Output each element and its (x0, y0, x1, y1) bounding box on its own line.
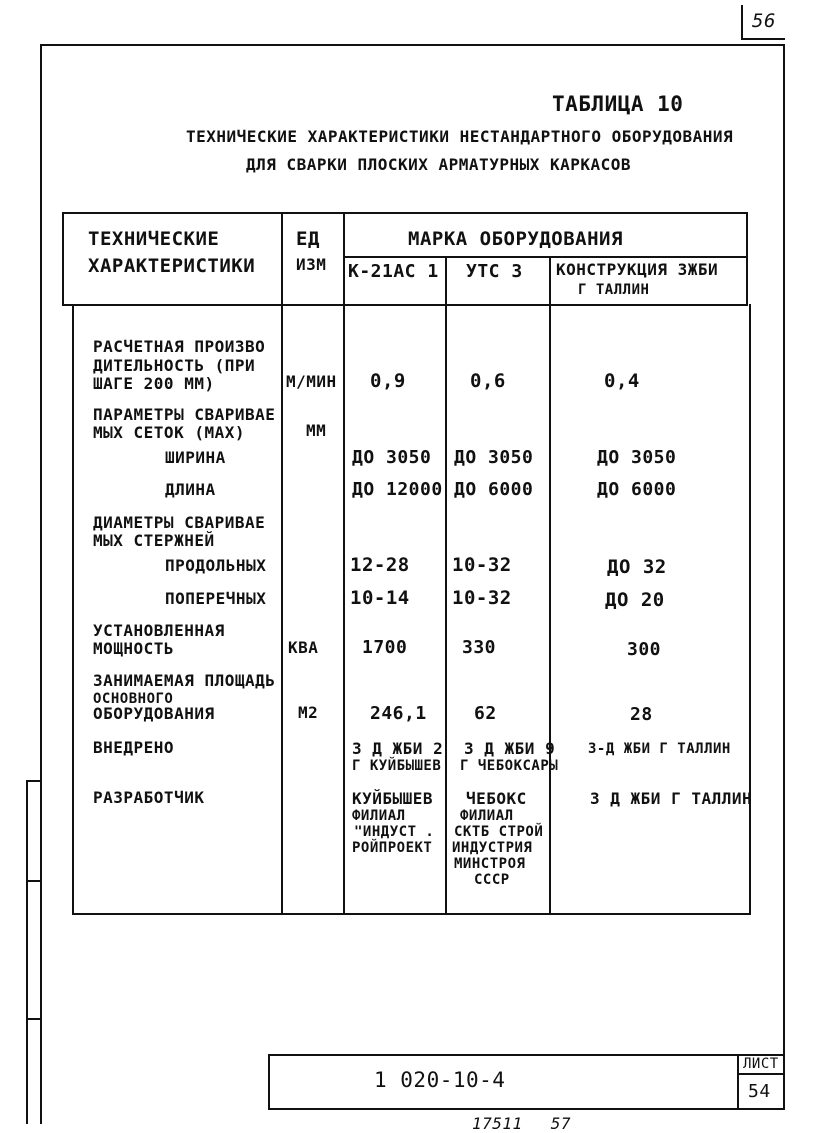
row-power-label-2: МОЩНОСТЬ (93, 639, 175, 658)
table-left-border (62, 212, 64, 306)
header-brand-group: МАРКА ОБОРУДОВАНИЯ (408, 228, 623, 250)
row-rod-diameters-label-2: МЫХ СТЕРЖНЕЙ (93, 531, 215, 550)
table-right-border-upper (746, 212, 748, 306)
row-productivity-label-1: РАСЧЕТНАЯ ПРОИЗВО (93, 337, 266, 356)
row-implemented-col2-line-1: З Д ЖБИ 9 (464, 739, 556, 758)
row-developer-col1-line-2: ФИЛИАЛ (352, 808, 406, 824)
row-transverse-label: ПОПЕРЕЧНЫХ (165, 589, 267, 608)
row-mesh-params-unit: ММ (306, 421, 327, 440)
stamp-sheet-number: 54 (748, 1081, 771, 1102)
row-developer-col3: 3 Д ЖБИ Г ТАЛЛИН (590, 789, 753, 808)
stamp-sheet-label: ЛИСТ (743, 1056, 779, 1072)
margin-inner-vertical (26, 780, 28, 1124)
row-width-col2: ДО 3050 (454, 447, 534, 468)
row-developer-col1-line-1: КУЙБЫШЕВ (352, 789, 434, 808)
header-col1: К-21АС 1 (348, 261, 439, 282)
row-productivity-col3: 0,4 (604, 370, 640, 392)
margin-tick-3 (26, 1018, 42, 1020)
row-developer-col2-line-4: ИНДУСТРИЯ (452, 840, 533, 856)
stamp-sheet-label-divider (737, 1073, 785, 1075)
column-divider-unit (281, 212, 283, 915)
row-productivity-unit: М/МИН (286, 372, 337, 391)
row-power-label-1: УСТАНОВЛЕННАЯ (93, 621, 225, 640)
stamp-top-border (268, 1054, 785, 1056)
table-top-border (62, 212, 746, 214)
margin-tick-1 (26, 780, 42, 782)
row-area-col2: 62 (474, 703, 497, 724)
title-line-2: ДЛЯ СВАРКИ ПЛОСКИХ АРМАТУРНЫХ КАРКАСОВ (246, 155, 632, 174)
row-length-col1: ДО 12000 (352, 479, 443, 500)
row-area-label-1: ЗАНИМАЕМАЯ ПЛОЩАДЬ (93, 671, 276, 690)
row-power-col1: 1700 (362, 637, 408, 658)
row-transverse-col3: ДО 20 (605, 589, 665, 611)
column-divider-col2 (445, 256, 447, 915)
row-mesh-params-label-1: ПАРАМЕТРЫ СВАРИВАЕ (93, 405, 276, 424)
header-col2: УТС 3 (466, 261, 523, 282)
frame-bottom-border (268, 1108, 785, 1110)
row-developer-col1-line-3: "ИНДУСТ . (354, 824, 435, 840)
row-developer-col2-line-3: СКТБ СТРОЙ (454, 824, 544, 840)
header-characteristics-line-2: ХАРАКТЕРИСТИКИ (88, 255, 256, 277)
row-transverse-col1: 10-14 (350, 587, 410, 609)
row-power-col3: 300 (627, 639, 662, 660)
row-width-col3: ДО 3050 (597, 447, 677, 468)
row-rod-diameters-label-1: ДИАМЕТРЫ СВАРИВАЕ (93, 513, 266, 532)
row-developer-label: РАЗРАБОТЧИК (93, 788, 205, 807)
table-right-border-lower (749, 304, 751, 915)
row-longitudinal-col2: 10-32 (452, 554, 512, 576)
table-header-bottom-border (62, 304, 748, 306)
corner-vertical-line (741, 5, 743, 39)
row-area-label-3: ОБОРУДОВАНИЯ (93, 704, 215, 723)
margin-tick-2 (26, 880, 42, 882)
frame-top-border (40, 44, 785, 46)
stamp-left-border (268, 1054, 270, 1110)
row-productivity-label-2: ДИТЕЛЬНОСТЬ (ПРИ (93, 356, 256, 375)
title-line-1: ТЕХНИЧЕСКИЕ ХАРАКТЕРИСТИКИ НЕСТАНДАРТНОГО ОБОРУДОВАНИЯ (186, 127, 734, 146)
table-bottom-border (72, 913, 751, 915)
table-left-border-lower (72, 304, 74, 915)
frame-left-border (40, 44, 42, 1124)
header-col3-line-2: Г ТАЛЛИН (578, 282, 650, 298)
header-col3-line-1: КОНСТРУКЦИЯ ЗЖБИ (556, 260, 719, 279)
row-area-col1: 246,1 (370, 703, 427, 724)
row-productivity-col2: 0,6 (470, 370, 506, 392)
row-length-label: ДЛИНА (165, 480, 216, 499)
row-longitudinal-col3: ДО 32 (607, 556, 667, 578)
stamp-document-number: 1 020-10-4 (374, 1068, 506, 1092)
stamp-sheet-divider (737, 1054, 739, 1110)
corner-horizontal-line (741, 38, 785, 40)
row-developer-col1-line-4: РОЙПРОЕКТ (352, 840, 433, 856)
row-power-col2: 330 (462, 637, 497, 658)
row-longitudinal-label: ПРОДОЛЬНЫХ (165, 556, 267, 575)
table-label: ТАБЛИЦА 10 (552, 92, 684, 116)
row-productivity-label-3: ШАГЕ 200 ММ) (93, 374, 215, 393)
row-developer-col2-line-5: МИНСТРОЯ (454, 856, 526, 872)
row-developer-col2-line-6: СССР (474, 872, 510, 888)
table-brand-divider (343, 256, 747, 258)
row-implemented-col1-line-2: Г КУЙБЫШЕВ (352, 758, 442, 774)
row-power-unit: КВА (288, 638, 319, 657)
row-length-col2: ДО 6000 (454, 479, 534, 500)
row-implemented-col3: 3-Д ЖБИ Г ТАЛЛИН (588, 741, 731, 757)
row-implemented-col2-line-2: Г ЧЕБОКСАРЫ (460, 758, 559, 774)
corner-page-number: 56 (752, 10, 776, 32)
row-developer-col2-line-1: ЧЕБОКС (466, 789, 527, 808)
row-productivity-col1: 0,9 (370, 370, 406, 392)
column-divider-col3 (549, 256, 551, 915)
frame-right-border (783, 44, 785, 1110)
row-developer-col2-line-2: ФИЛИАЛ (460, 808, 514, 824)
row-length-col3: ДО 6000 (597, 479, 677, 500)
row-longitudinal-col1: 12-28 (350, 554, 410, 576)
row-area-label-2: ОСНОВНОГО (93, 691, 174, 707)
row-width-col1: ДО 3050 (352, 447, 432, 468)
header-characteristics-line-1: ТЕХНИЧЕСКИЕ (88, 228, 220, 250)
row-implemented-label: ВНЕДРЕНО (93, 738, 175, 757)
header-unit-line-1: ЕД (296, 228, 320, 250)
row-width-label: ШИРИНА (165, 448, 226, 467)
column-divider-col1 (343, 212, 345, 915)
row-implemented-col1-line-1: З Д ЖБИ 2 (352, 739, 444, 758)
row-area-col3: 28 (630, 704, 653, 725)
row-transverse-col2: 10-32 (452, 587, 512, 609)
header-unit-line-2: ИЗМ (296, 255, 327, 274)
row-area-unit: М2 (298, 703, 319, 722)
bottom-archive-note: 17511 57 (472, 1114, 572, 1133)
row-mesh-params-label-2: МЫХ СЕТОК (MAX) (93, 423, 245, 442)
